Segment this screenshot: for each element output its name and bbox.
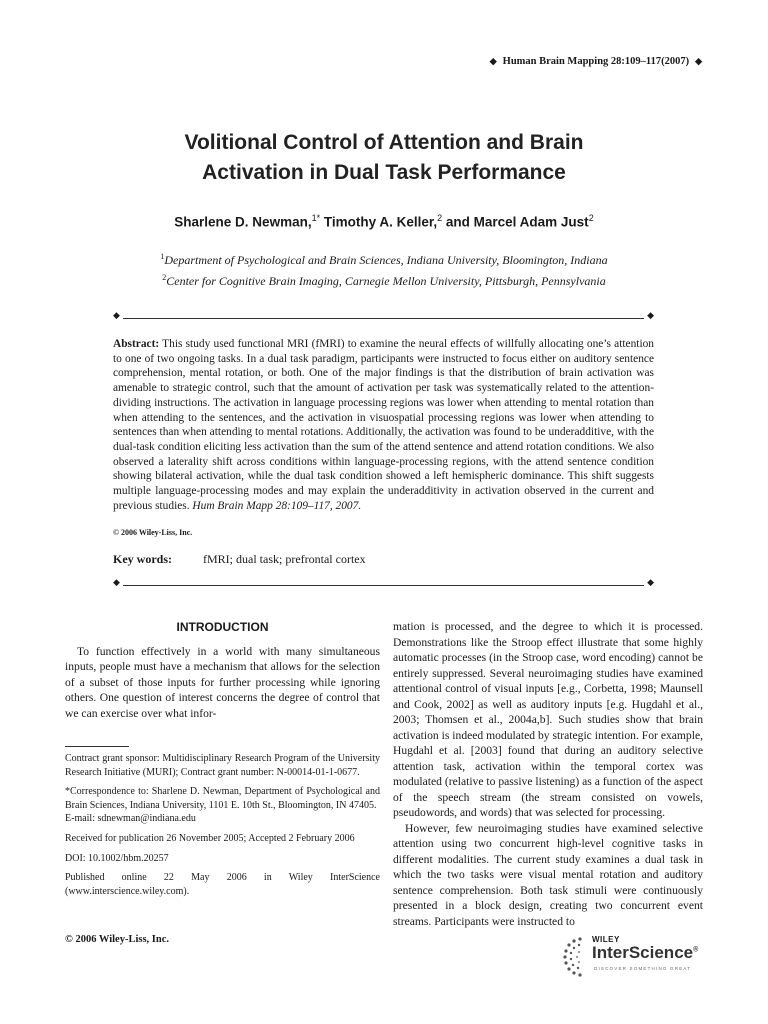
keywords-value: fMRI; dual task; prefrontal cortex <box>203 552 366 566</box>
affiliation-2 <box>0 269 768 290</box>
affiliation-1-marker: 1 <box>160 252 165 261</box>
author-just-affil: 2 <box>588 213 594 223</box>
keywords <box>113 552 366 567</box>
right-column <box>393 619 703 929</box>
intro-paragraph-1-continued: mation is processed, and the degree to which it is processed. Demonstrations like the Stroop effect illustrate that some highly automatic processes (in the Stroop case, word encoding) cannot be entirely suppressed. Several neuroimaging studies have examined attentional control of visual inputs [e.g., Corbetta, 1998; Maunsell and Cook, 2002] as well as auditory inputs [e.g. Hugdahl et al., 2003; Thomsen et al., 2004a,b]. Such studies show that brain activation is indeed modulated by strategic intention. For example, Hugdahl et al. [2003] found that during an auditory selective attention task, activation within the temporal cortex was modulated (relative to passive listening) as a function of the aspect of the speech stream (the stream consisted on vowels, pseudowords, and words) that was selected for processing. <box>393 620 703 819</box>
diamond-icon: ◆ <box>489 56 497 66</box>
section-heading-introduction: INTRODUCTION <box>176 620 269 634</box>
paper-title <box>0 128 768 188</box>
abstract <box>113 337 654 513</box>
diamond-icon: ◆ <box>113 577 120 587</box>
author-list <box>0 213 768 230</box>
footnote-doi: DOI: 10.1002/hbm.20257 <box>65 852 169 864</box>
author-newman: Sharlene D. Newman, <box>174 214 312 230</box>
affiliation-1-text: Department of Psychological and Brain Sciences, Indiana University, Bloomington, Indiana <box>164 253 608 267</box>
footnote-grant: Contract grant sponsor: Multidisciplinary Research Program of the University Research Initiative (MURI); Contract grant number: N-00014-01-1-0677. <box>65 753 380 778</box>
abstract-label: Abstract: <box>113 338 160 350</box>
interscience-dots-icon <box>560 935 594 981</box>
logo-brand <box>592 943 698 963</box>
logo-tagline: DISCOVER SOMETHING GREAT <box>594 966 692 971</box>
affiliations <box>0 248 768 290</box>
divider <box>123 585 644 586</box>
author-keller: Timothy A. Keller, <box>320 214 438 230</box>
abstract-top-rule <box>113 312 654 324</box>
abstract-bottom-rule <box>113 579 654 591</box>
affiliation-2-marker: 2 <box>162 273 167 282</box>
diamond-icon: ◆ <box>647 310 654 320</box>
author-keller-affil: 2 <box>437 213 443 223</box>
intro-paragraph-1: To function effectively in a world with many simultaneous inputs, people must have a mechanism that allows for the selection of a subset of those inputs for further processing while ignoring others. One question of interest concerns the degree of control that we can exercise over what infor- <box>65 644 380 720</box>
footnote-published: Published online 22 May 2006 in Wiley InterScience (www.interscience.wiley.com). <box>65 872 380 897</box>
author-just: and Marcel Adam Just <box>442 214 589 230</box>
left-column <box>65 620 380 721</box>
keywords-label: Key words: <box>113 552 172 566</box>
footnote-rule <box>65 746 129 747</box>
footnote-correspondence <box>65 785 380 812</box>
correspondence-text: *Correspondence to: Sharlene D. Newman, Department of Psychological and Brain Sciences, Indiana University, 1101 E. 10th St., Bloomington, IN 47405. <box>65 786 380 811</box>
title-line-1: Volitional Control of Attention and Brain <box>184 131 584 154</box>
logo-registered-mark: ® <box>693 946 699 954</box>
abstract-citation: Hum Brain Mapp 28:109–117, 2007. <box>189 499 362 512</box>
footnote-email: E-mail: sdnewman@indiana.edu <box>65 813 196 825</box>
title-line-2: Activation in Dual Task Performance <box>202 161 566 184</box>
author-newman-affil: 1* <box>311 213 321 223</box>
affiliation-1 <box>0 248 768 269</box>
affiliation-2-text: Center for Cognitive Brain Imaging, Carnegie Mellon University, Pittsburgh, Pennsylvania <box>166 274 606 288</box>
journal-running-header <box>484 56 708 67</box>
divider <box>123 318 644 319</box>
logo-wiley-text: WILEY <box>592 935 620 944</box>
logo-brand-text: InterScience <box>592 943 694 962</box>
journal-citation: Human Brain Mapping 28:109–117(2007) <box>502 56 690 67</box>
footer-copyright: © 2006 Wiley-Liss, Inc. <box>65 934 170 945</box>
wiley-interscience-logo[interactable] <box>560 935 710 985</box>
diamond-icon: ◆ <box>113 310 120 320</box>
diamond-icon: ◆ <box>695 56 702 66</box>
footnote-received: Received for publication 26 November 2005; Accepted 2 February 2006 <box>65 832 355 844</box>
diamond-icon: ◆ <box>647 577 654 587</box>
abstract-text: This study used functional MRI (fMRI) to examine the neural effects of willfully allocating one’s attention to one of two ongoing tasks. In a dual task paradigm, participants were instructed to focus either on auditory sentence comprehension, mental rotation, or both. One of the major findings is that the distribution of brain activation was amenable to strategic control, such that the amount of activation per task was systematically related to the attention-dividing instructions. The activation in language processing regions was lower when attending to mental rotation than when attending to the sentences, and the activation in visuospatial processing regions was lower when attending to sentences than when attending to mental rotations. Additionally, the activation was found to be underadditive, with the dual-task condition eliciting less activation than the sum of the attend sentence and attend rotation conditions. We also observed a laterality shift across conditions within language-processing regions, with the attend sentence condition showing bilateral activation, while the dual task condition showed a left hemispheric dominance. This shift suggests multiple language-processing modes and may explain the underadditivity in activation observed in the current and previous studies. <box>113 338 654 512</box>
footnotes <box>65 752 380 904</box>
intro-paragraph-2: However, few neuroimaging studies have examined selective attention using two concurrent high-level cognitive tasks in different modalities. The current study examines a dual task in which the two tasks were visual mental rotation and auditory sentence comprehension. Both task stimuli were continuously presented in a block design, creating two concurrent event streams. Participants were instructed to <box>393 821 703 928</box>
abstract-copyright: © 2006 Wiley-Liss, Inc. <box>113 528 193 537</box>
